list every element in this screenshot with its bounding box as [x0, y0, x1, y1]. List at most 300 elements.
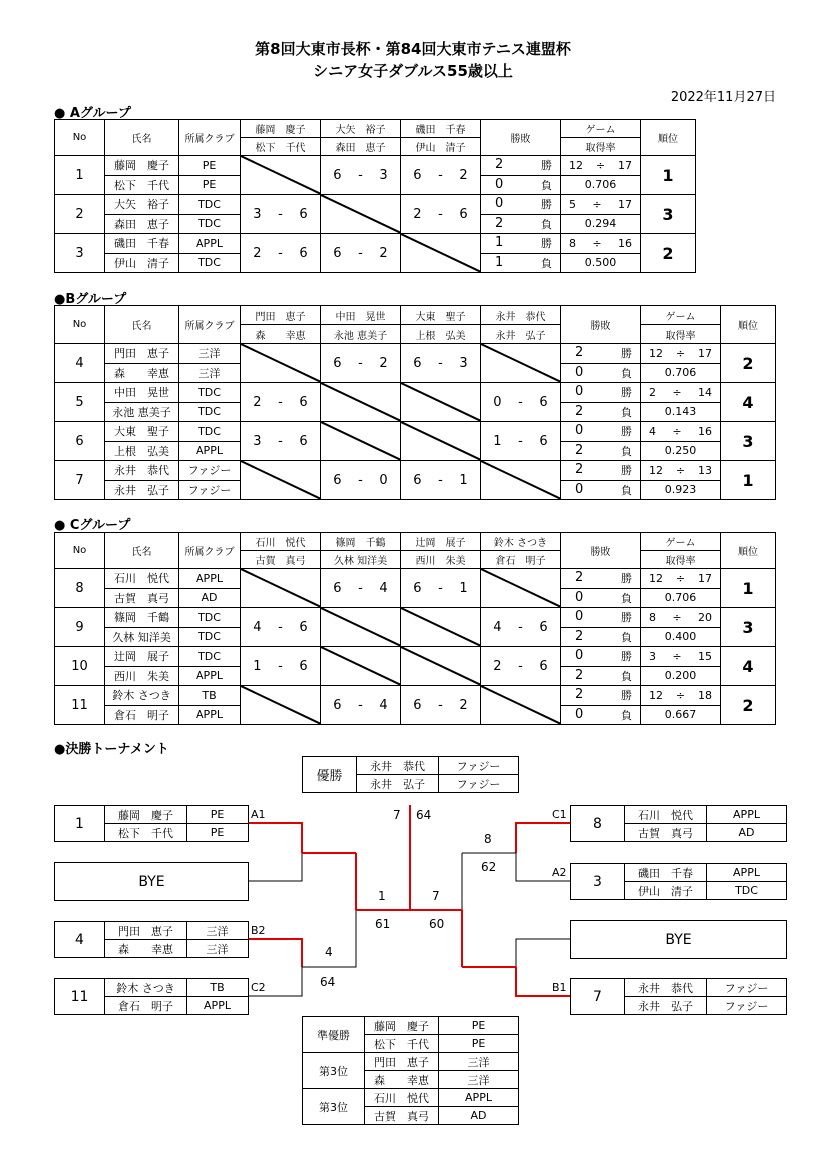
- score-part: 6: [333, 697, 342, 713]
- placings-table: [302, 1016, 519, 1125]
- seed-label: C1: [552, 808, 567, 821]
- header-rank: 順位: [721, 306, 776, 344]
- score-part: -: [518, 619, 523, 635]
- rate-value: 0.667: [664, 708, 697, 722]
- score-part: 6: [413, 472, 422, 488]
- event-date: 2022年11月27日: [670, 90, 776, 105]
- losses-value: 2: [575, 403, 584, 419]
- opponent-header: 永井 恭代: [481, 306, 561, 325]
- score-part: 3: [379, 167, 388, 183]
- divide-sign: ÷: [675, 463, 686, 477]
- entry-no: 7: [571, 979, 625, 1015]
- player-club: TDC: [179, 627, 241, 647]
- opponent-header: 永井 弘子: [481, 325, 561, 344]
- opponent-header: 永池 恵美子: [321, 325, 401, 344]
- rate-value: 0.400: [664, 630, 697, 644]
- player-name: 篠岡 千鶴: [105, 608, 179, 628]
- bye-left: BYE: [54, 862, 249, 901]
- header-winloss: 勝敗: [481, 120, 561, 156]
- loss-unit: 負: [621, 630, 632, 644]
- entry-no: 11: [55, 979, 105, 1015]
- seed-label: B2: [251, 924, 266, 937]
- player-name: 門田 恵子: [105, 344, 179, 364]
- score-part: 2: [253, 245, 262, 261]
- win-unit: 勝: [621, 572, 632, 586]
- games-won: 12: [569, 158, 583, 172]
- rank-value: 1: [721, 569, 776, 608]
- win-unit: 勝: [621, 689, 632, 703]
- rank-value: 1: [641, 156, 696, 195]
- header-club: 所属クラブ: [179, 533, 241, 569]
- loss-unit: 負: [621, 591, 632, 605]
- losses-value: 2: [575, 667, 584, 683]
- entry-player: 森 幸恵: [105, 940, 187, 958]
- score-part: -: [438, 697, 443, 713]
- group-c-heading: ● Cグループ: [54, 518, 131, 533]
- placing-club: PE: [439, 1035, 519, 1053]
- placing-player: 藤岡 慶子: [365, 1017, 439, 1035]
- score-part: 4: [379, 580, 388, 596]
- games-total: 15: [698, 649, 712, 663]
- wins-value: 0: [575, 648, 584, 664]
- losses-value: 1: [495, 254, 504, 270]
- score-semi-left-bottom: 61: [375, 917, 391, 931]
- score-part: -: [358, 245, 363, 261]
- player-name: 永井 恭代: [105, 461, 179, 481]
- score-semi-right-top: 7: [432, 889, 440, 903]
- placing-club: PE: [439, 1017, 519, 1035]
- entry-club: PE: [187, 806, 249, 824]
- score-part: 1: [459, 580, 468, 596]
- score-r2-top: 8: [484, 832, 492, 846]
- champion-box: [302, 756, 519, 793]
- row-no: 10: [55, 647, 105, 686]
- loss-unit: 負: [621, 708, 632, 722]
- player-name: 久林 知洋美: [105, 627, 179, 647]
- player-name: 森田 恵子: [105, 214, 179, 234]
- score-part: 6: [459, 206, 468, 222]
- bracket-entry-left-3: [54, 978, 249, 1015]
- loss-unit: 負: [621, 669, 632, 683]
- header-rate: 取得率: [561, 138, 641, 156]
- score-part: 2: [459, 697, 468, 713]
- score-part: 6: [333, 245, 342, 261]
- score-part: -: [438, 167, 443, 183]
- header-name: 氏名: [105, 306, 179, 344]
- champion-club-2: ファジー: [439, 775, 519, 793]
- entry-no: 3: [571, 864, 625, 900]
- header-winloss: 勝敗: [561, 533, 641, 569]
- header-name: 氏名: [105, 120, 179, 156]
- score-part: -: [358, 167, 363, 183]
- losses-value: 0: [575, 364, 584, 380]
- score-part: -: [278, 206, 283, 222]
- score-part: -: [438, 472, 443, 488]
- score-part: 2: [493, 658, 502, 674]
- score-part: 1: [493, 433, 502, 449]
- header-rate: 取得率: [641, 551, 721, 569]
- player-club: PE: [179, 175, 241, 195]
- opponent-header: 久林 知洋美: [321, 551, 401, 569]
- score-part: -: [518, 394, 523, 410]
- row-no: 3: [55, 234, 105, 273]
- champion-player-2: 永井 弘子: [357, 775, 439, 793]
- entry-club: TDC: [707, 882, 787, 900]
- player-name: 中田 晃世: [105, 383, 179, 403]
- score-part: 6: [413, 167, 422, 183]
- score-semi-left-top: 1: [378, 889, 386, 903]
- loss-unit: 負: [541, 217, 552, 231]
- score-part: 2: [253, 394, 262, 410]
- score-part: 6: [539, 394, 548, 410]
- header-game: ゲーム: [561, 120, 641, 138]
- player-name: 辻岡 展子: [105, 647, 179, 667]
- score-part: 6: [299, 619, 308, 635]
- row-no: 2: [55, 195, 105, 234]
- score-part: 3: [459, 355, 468, 371]
- player-club: ファジー: [179, 480, 241, 500]
- player-name: 倉石 明子: [105, 705, 179, 725]
- score-part: -: [358, 472, 363, 488]
- entry-club: TB: [187, 979, 249, 997]
- player-club: TDC: [179, 383, 241, 403]
- games-won: 4: [649, 424, 656, 438]
- win-unit: 勝: [621, 425, 632, 439]
- entry-club: ファジー: [707, 997, 787, 1015]
- score-part: 2: [459, 167, 468, 183]
- entry-player: 古賀 真弓: [625, 824, 707, 842]
- score-part: 3: [253, 433, 262, 449]
- row-no: 11: [55, 686, 105, 725]
- entry-player: 永井 弘子: [625, 997, 707, 1015]
- rank-value: 2: [721, 686, 776, 725]
- games-won: 12: [649, 463, 663, 477]
- divide-sign: ÷: [675, 346, 686, 360]
- score-part: 4: [379, 697, 388, 713]
- player-club: PE: [179, 156, 241, 176]
- player-club: TDC: [179, 253, 241, 273]
- score-part: 6: [333, 167, 342, 183]
- rate-value: 0.500: [584, 256, 617, 270]
- games-total: 16: [698, 424, 712, 438]
- opponent-header: 磯田 千春: [401, 120, 481, 138]
- score-part: 6: [413, 355, 422, 371]
- header-game: ゲーム: [641, 306, 721, 325]
- rate-value: 0.923: [664, 483, 697, 497]
- score-part: 2: [413, 206, 422, 222]
- wins-value: 2: [575, 345, 584, 361]
- rate-value: 0.706: [664, 591, 697, 605]
- header-club: 所属クラブ: [179, 120, 241, 156]
- player-club: TDC: [179, 402, 241, 422]
- player-name: 大東 聖子: [105, 422, 179, 442]
- win-unit: 勝: [541, 198, 552, 212]
- score-part: -: [358, 580, 363, 596]
- score-part: 6: [299, 658, 308, 674]
- opponent-header: 石川 悦代: [241, 533, 321, 551]
- games-won: 8: [569, 236, 576, 250]
- score-part: -: [278, 245, 283, 261]
- player-club: AD: [179, 588, 241, 608]
- rank-value: 2: [641, 234, 696, 273]
- bracket-entry-right-2: [570, 863, 787, 900]
- win-unit: 勝: [621, 611, 632, 625]
- score-part: 6: [299, 394, 308, 410]
- placing-player: 門田 恵子: [365, 1053, 439, 1071]
- score-r1-bottom: 64: [320, 975, 336, 989]
- player-club: TDC: [179, 647, 241, 667]
- opponent-header: 森田 恵子: [321, 138, 401, 156]
- wins-value: 0: [575, 423, 584, 439]
- win-unit: 勝: [621, 347, 632, 361]
- win-unit: 勝: [621, 464, 632, 478]
- win-unit: 勝: [541, 159, 552, 173]
- score-part: 0: [379, 472, 388, 488]
- games-total: 17: [698, 346, 712, 360]
- player-name: 藤岡 慶子: [105, 156, 179, 176]
- rate-value: 0.143: [664, 405, 697, 419]
- divide-sign: ÷: [592, 236, 602, 250]
- divide-sign: ÷: [592, 197, 602, 211]
- losses-value: 2: [575, 442, 584, 458]
- divide-sign: ÷: [672, 610, 682, 624]
- entry-club: ファジー: [707, 979, 787, 997]
- opponent-header: 大東 聖子: [401, 306, 481, 325]
- rate-value: 0.250: [664, 444, 697, 458]
- wins-value: 2: [495, 157, 504, 173]
- header-no: No: [55, 306, 105, 344]
- document-title: 第8回大東市長杯・第84回大東市テニス連盟杯: [255, 40, 571, 58]
- score-part: -: [278, 619, 283, 635]
- row-no: 6: [55, 422, 105, 461]
- score-part: 1: [253, 658, 262, 674]
- opponent-header: 西川 朱美: [401, 551, 481, 569]
- player-name: 永井 弘子: [105, 480, 179, 500]
- placing-player: 石川 悦代: [365, 1089, 439, 1107]
- player-club: APPL: [179, 234, 241, 254]
- placing-club: APPL: [439, 1089, 519, 1107]
- seed-label: A2: [552, 866, 567, 879]
- entry-player: 松下 千代: [105, 824, 187, 842]
- player-club: TDC: [179, 608, 241, 628]
- score-part: -: [278, 658, 283, 674]
- entry-player: 門田 恵子: [105, 922, 187, 940]
- entry-no: 8: [571, 806, 625, 842]
- opponent-header: 倉石 明子: [481, 551, 561, 569]
- header-no: No: [55, 120, 105, 156]
- score-part: 0: [493, 394, 502, 410]
- entry-club: APPL: [707, 806, 787, 824]
- score-part: 6: [539, 433, 548, 449]
- opponent-header: 篠岡 千鶴: [321, 533, 401, 551]
- score-part: -: [278, 394, 283, 410]
- losses-value: 0: [575, 589, 584, 605]
- opponent-header: 門田 恵子: [241, 306, 321, 325]
- games-total: 17: [698, 571, 712, 585]
- player-name: 磯田 千春: [105, 234, 179, 254]
- wins-value: 2: [575, 570, 584, 586]
- games-won: 12: [649, 346, 663, 360]
- opponent-header: 鈴木 さつき: [481, 533, 561, 551]
- placing-player: 古賀 真弓: [365, 1107, 439, 1125]
- entry-player: 鈴木 さつき: [105, 979, 187, 997]
- score-part: -: [518, 658, 523, 674]
- losses-value: 2: [575, 628, 584, 644]
- score-part: -: [438, 206, 443, 222]
- rank-value: 4: [721, 647, 776, 686]
- tournament-heading: ●決勝トーナメント: [54, 742, 169, 757]
- losses-value: 0: [575, 481, 584, 497]
- rate-value: 0.706: [584, 178, 617, 192]
- wins-value: 2: [575, 687, 584, 703]
- header-rank: 順位: [721, 533, 776, 569]
- score-part: 6: [333, 355, 342, 371]
- score-part: 6: [333, 472, 342, 488]
- score-part: 6: [299, 245, 308, 261]
- header-winloss: 勝敗: [561, 306, 641, 344]
- placing-label: 第3位: [303, 1089, 365, 1125]
- header-club: 所属クラブ: [179, 306, 241, 344]
- entry-no: 1: [55, 806, 105, 842]
- entry-player: 伊山 清子: [625, 882, 707, 900]
- wins-value: 0: [495, 196, 504, 212]
- player-name: 大矢 裕子: [105, 195, 179, 215]
- loss-unit: 負: [621, 444, 632, 458]
- entry-club: 三洋: [187, 940, 249, 958]
- opponent-header: 藤岡 慶子: [241, 120, 321, 138]
- games-won: 2: [649, 385, 656, 399]
- player-name: 上根 弘美: [105, 441, 179, 461]
- placing-club: AD: [439, 1107, 519, 1125]
- opponent-header: 上根 弘美: [401, 325, 481, 344]
- entry-player: 倉石 明子: [105, 997, 187, 1015]
- entry-player: 石川 悦代: [625, 806, 707, 824]
- score-final-right: 64: [416, 808, 432, 822]
- wins-value: 1: [495, 235, 504, 251]
- header-rate: 取得率: [641, 325, 721, 344]
- wins-value: 0: [575, 384, 584, 400]
- score-semi-right-bottom: 60: [429, 917, 445, 931]
- loss-unit: 負: [621, 405, 632, 419]
- games-total: 14: [698, 385, 712, 399]
- entry-club: APPL: [707, 864, 787, 882]
- player-club: TDC: [179, 214, 241, 234]
- games-won: 5: [569, 197, 576, 211]
- row-no: 8: [55, 569, 105, 608]
- group-a-heading: ● Aグループ: [54, 106, 131, 121]
- score-part: 4: [253, 619, 262, 635]
- score-part: -: [358, 697, 363, 713]
- group-b-heading: ●Bグループ: [54, 292, 127, 307]
- player-club: TB: [179, 686, 241, 706]
- player-name: 西川 朱美: [105, 666, 179, 686]
- opponent-header: 古賀 真弓: [241, 551, 321, 569]
- score-part: 3: [253, 206, 262, 222]
- divide-sign: ÷: [672, 385, 682, 399]
- score-part: 6: [333, 580, 342, 596]
- champion-club-1: ファジー: [439, 757, 519, 775]
- score-part: -: [518, 433, 523, 449]
- row-no: 5: [55, 383, 105, 422]
- score-part: -: [438, 580, 443, 596]
- opponent-header: 森 幸恵: [241, 325, 321, 344]
- divide-sign: ÷: [672, 649, 682, 663]
- bracket-entry-left-2: [54, 921, 249, 958]
- rank-value: 4: [721, 383, 776, 422]
- opponent-header: 伊山 清子: [401, 138, 481, 156]
- header-no: No: [55, 533, 105, 569]
- opponent-header: 松下 千代: [241, 138, 321, 156]
- player-club: APPL: [179, 666, 241, 686]
- player-name: 石川 悦代: [105, 569, 179, 589]
- champion-label: 優勝: [303, 757, 357, 793]
- entry-club: AD: [707, 824, 787, 842]
- opponent-header: 中田 晃世: [321, 306, 401, 325]
- divide-sign: ÷: [595, 158, 606, 172]
- player-club: TDC: [179, 195, 241, 215]
- score-part: 6: [539, 619, 548, 635]
- player-name: 永池 恵美子: [105, 402, 179, 422]
- score-part: 6: [299, 433, 308, 449]
- player-club: 三洋: [179, 363, 241, 383]
- entry-club: 三洋: [187, 922, 249, 940]
- placing-player: 森 幸恵: [365, 1071, 439, 1089]
- rank-value: 2: [721, 344, 776, 383]
- player-club: 三洋: [179, 344, 241, 364]
- player-club: TDC: [179, 422, 241, 442]
- entry-player: 藤岡 慶子: [105, 806, 187, 824]
- losses-value: 2: [495, 215, 504, 231]
- loss-unit: 負: [541, 256, 552, 270]
- games-total: 18: [698, 688, 712, 702]
- score-part: 6: [413, 580, 422, 596]
- score-part: 6: [539, 658, 548, 674]
- divide-sign: ÷: [672, 424, 682, 438]
- header-name: 氏名: [105, 533, 179, 569]
- placing-club: 三洋: [439, 1071, 519, 1089]
- win-unit: 勝: [621, 650, 632, 664]
- games-total: 13: [698, 463, 712, 477]
- loss-unit: 負: [621, 366, 632, 380]
- bye-right: BYE: [570, 920, 787, 959]
- rank-value: 3: [721, 608, 776, 647]
- seed-label: C2: [251, 981, 266, 994]
- player-club: APPL: [179, 705, 241, 725]
- champion-player-1: 永井 恭代: [357, 757, 439, 775]
- score-part: -: [438, 355, 443, 371]
- divide-sign: ÷: [675, 688, 686, 702]
- score-r2-bottom: 62: [481, 860, 497, 874]
- entry-club: APPL: [187, 997, 249, 1015]
- wins-value: 2: [575, 462, 584, 478]
- player-name: 鈴木 さつき: [105, 686, 179, 706]
- win-unit: 勝: [541, 237, 552, 251]
- header-rank: 順位: [641, 120, 696, 156]
- score-part: -: [358, 355, 363, 371]
- row-no: 1: [55, 156, 105, 195]
- entry-club: PE: [187, 824, 249, 842]
- entry-player: 永井 恭代: [625, 979, 707, 997]
- header-game: ゲーム: [641, 533, 721, 551]
- opponent-header: 辻岡 展子: [401, 533, 481, 551]
- win-unit: 勝: [621, 386, 632, 400]
- losses-value: 0: [575, 706, 584, 722]
- placing-label: 準優勝: [303, 1017, 365, 1053]
- score-part: 2: [379, 355, 388, 371]
- score-part: 6: [413, 697, 422, 713]
- losses-value: 0: [495, 176, 504, 192]
- placing-label: 第3位: [303, 1053, 365, 1089]
